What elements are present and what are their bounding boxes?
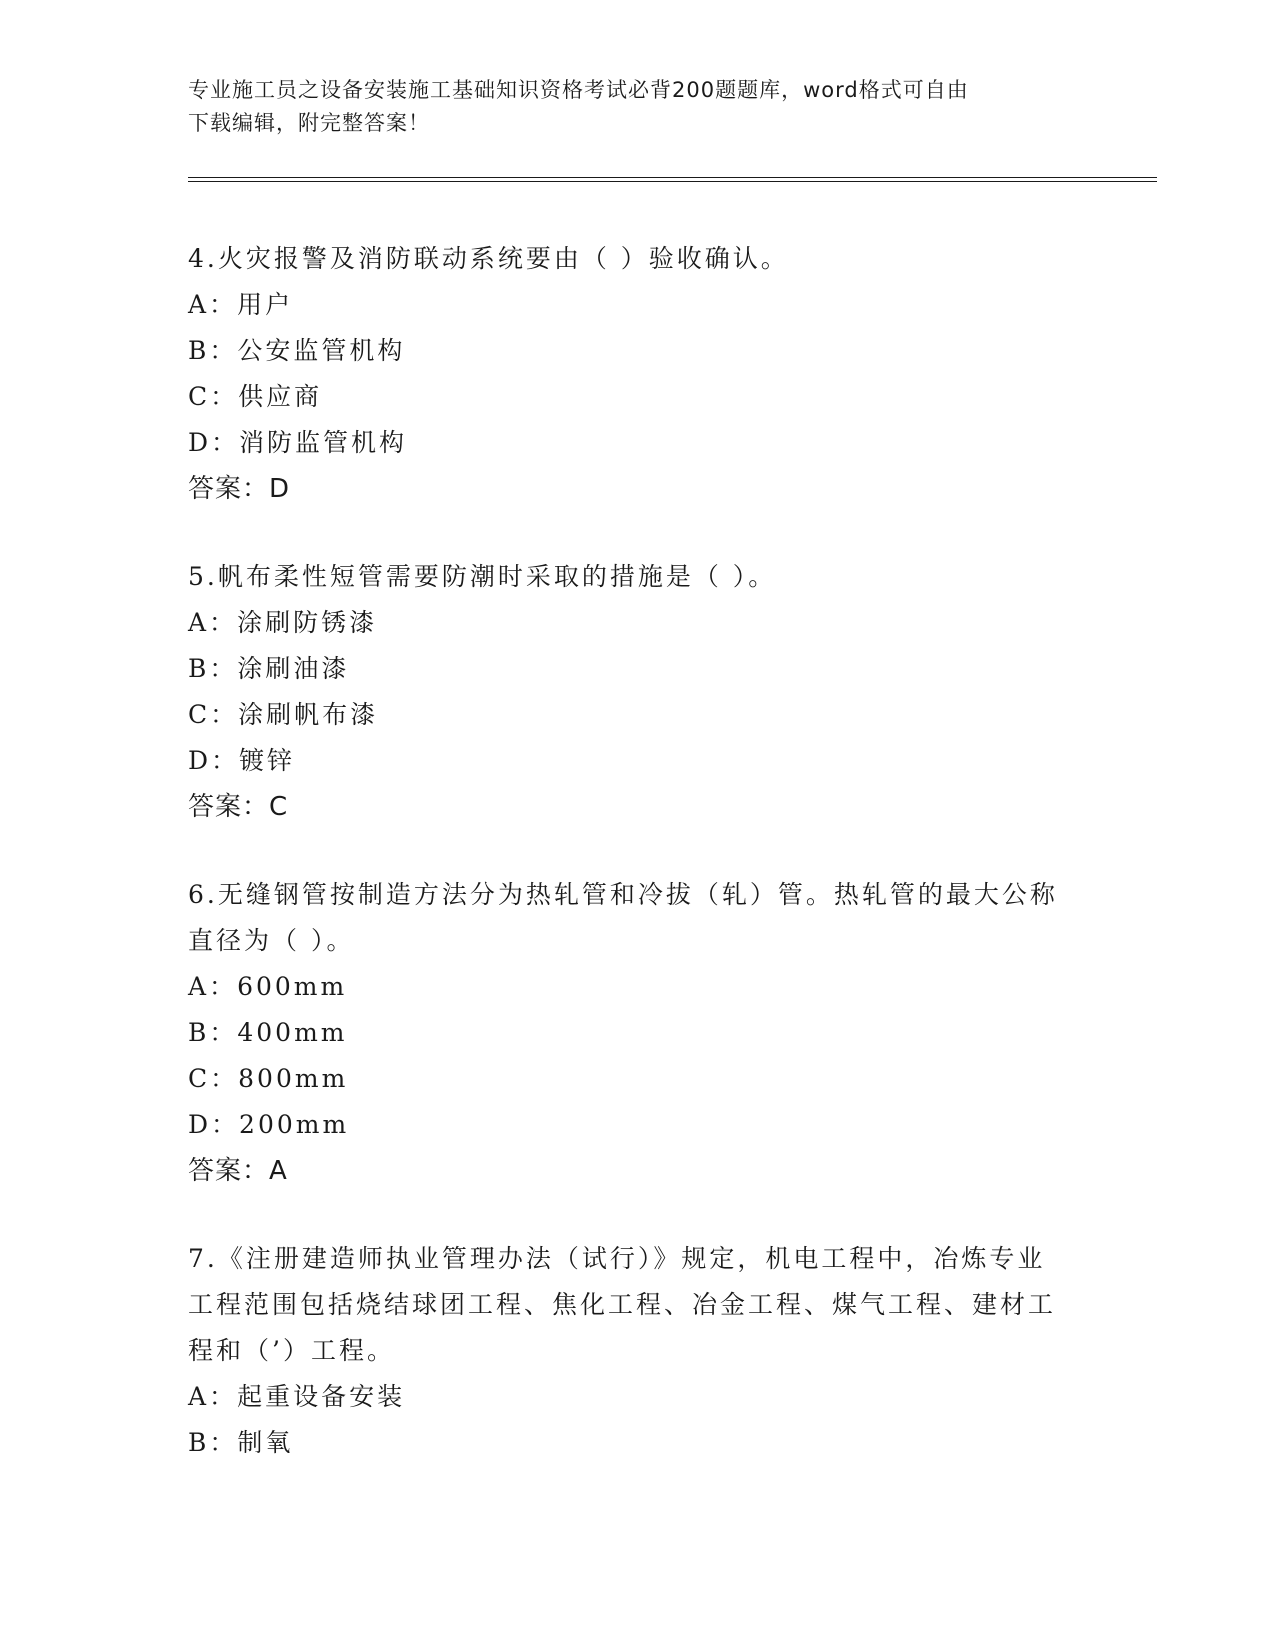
option-b — [188, 1420, 1068, 1466]
option-a — [188, 282, 1068, 328]
option-letter: B： — [188, 654, 238, 683]
document-header — [188, 74, 1068, 140]
question-4 — [188, 236, 1068, 512]
option-text: 公安监管机构 — [237, 336, 406, 365]
option-a — [188, 964, 1068, 1010]
option-c — [188, 1056, 1068, 1102]
option-letter: A： — [188, 972, 238, 1001]
option-b — [188, 1010, 1068, 1056]
option-c — [188, 374, 1068, 420]
option-a — [188, 600, 1068, 646]
option-text: 200mm — [239, 1110, 350, 1139]
question-stem: 4.火灾报警及消防联动系统要由（ ）验收确认。 — [188, 244, 789, 273]
option-text: 制氧 — [237, 1428, 294, 1457]
option-d — [188, 420, 1068, 466]
question-stem: 6.无缝钢管按制造方法分为热轧管和冷拔（轧）管。热轧管的最大公称直径为（ ）。 — [188, 880, 1058, 955]
question-stem: 5.帆布柔性短管需要防潮时采取的措施是（ ）。 — [188, 562, 777, 591]
option-letter: C： — [188, 1064, 239, 1093]
answer: 答案：D — [188, 474, 291, 504]
option-d — [188, 1102, 1068, 1148]
option-text: 400mm — [237, 1018, 348, 1047]
option-letter: D： — [188, 1110, 240, 1139]
option-d — [188, 738, 1068, 784]
option-letter: A： — [188, 1382, 238, 1411]
option-text: 镀锌 — [239, 746, 296, 775]
option-letter: C： — [188, 700, 239, 729]
question-list — [188, 236, 1068, 1508]
option-text: 800mm — [238, 1064, 349, 1093]
question-7 — [188, 1236, 1068, 1466]
header-divider-top — [188, 177, 1157, 178]
option-b — [188, 328, 1068, 374]
option-text: 600mm — [237, 972, 348, 1001]
option-text: 涂刷油漆 — [237, 654, 350, 683]
option-text: 涂刷帆布漆 — [238, 700, 379, 729]
option-text: 起重设备安装 — [237, 1382, 406, 1411]
header-title-line-2: 下载编辑，附完整答案！ — [188, 111, 430, 135]
answer: 答案：C — [188, 792, 289, 822]
option-a — [188, 1374, 1068, 1420]
option-letter: D： — [188, 746, 240, 775]
option-text: 涂刷防锈漆 — [237, 608, 378, 637]
option-letter: A： — [188, 290, 238, 319]
option-text: 消防监管机构 — [239, 428, 408, 457]
question-6 — [188, 872, 1068, 1194]
option-letter: B： — [188, 336, 238, 365]
option-c — [188, 692, 1068, 738]
option-b — [188, 646, 1068, 692]
option-letter: B： — [188, 1428, 238, 1457]
option-text: 供应商 — [238, 382, 323, 411]
option-letter: C： — [188, 382, 239, 411]
header-divider-bottom — [188, 181, 1157, 182]
option-letter: D： — [188, 428, 240, 457]
option-text: 用户 — [237, 290, 294, 319]
question-stem: 7.《注册建造师执业管理办法（试行）》规定，机电工程中，冶炼专业工程范围包括烧结球团工程、焦化工程、冶金工程、煤气工程、建材工程和（’）工程。 — [188, 1244, 1057, 1365]
question-5 — [188, 554, 1068, 830]
answer: 答案：A — [188, 1156, 288, 1186]
option-letter: B： — [188, 1018, 238, 1047]
header-title-line-1: 专业施工员之设备安装施工基础知识资格考试必背200题题库，word格式可自由 — [188, 78, 969, 102]
option-letter: A： — [188, 608, 238, 637]
